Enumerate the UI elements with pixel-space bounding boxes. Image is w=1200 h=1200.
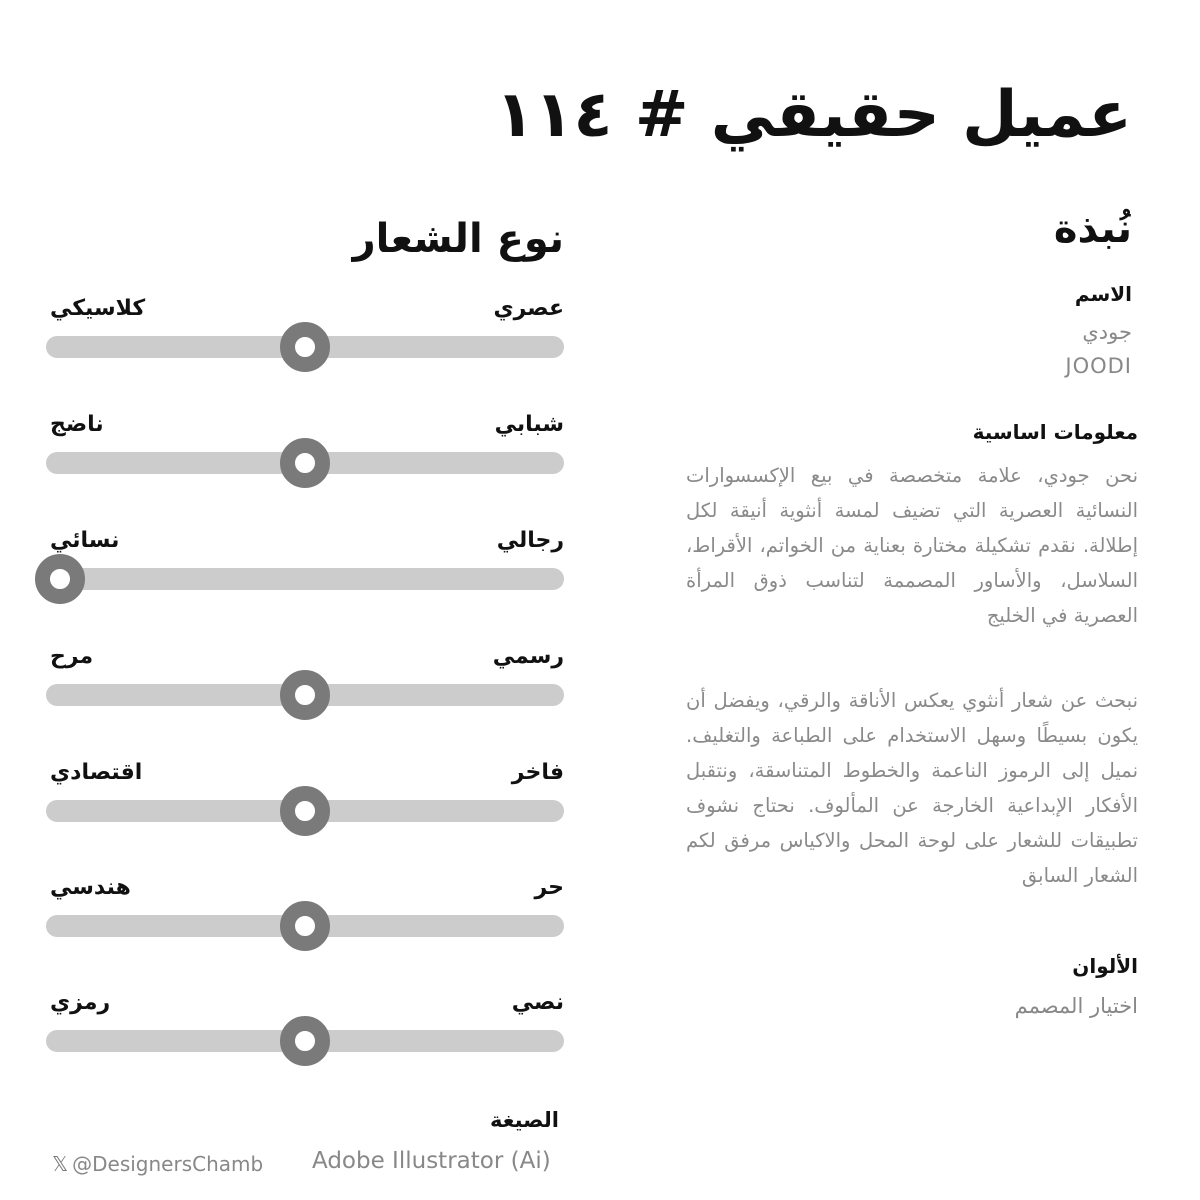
format-label: الصيغة (490, 1108, 559, 1132)
slider-knob[interactable] (280, 438, 330, 488)
name-arabic: جودي (1082, 320, 1132, 344)
slider-track[interactable] (46, 1030, 564, 1052)
colors-label: الألوان (1072, 954, 1138, 978)
name-label: الاسم (1074, 282, 1132, 306)
slider-knob[interactable] (280, 901, 330, 951)
page-title: عميل حقيقي # ١١٤ (495, 78, 1132, 152)
logo-type-heading: نوع الشعار (352, 216, 564, 262)
slider-left-label: مرح (50, 644, 94, 669)
slider-knob[interactable] (280, 1016, 330, 1066)
slider-right-label: رجالي (496, 528, 564, 553)
slider-track[interactable] (46, 915, 564, 937)
slider-knob[interactable] (280, 786, 330, 836)
slider-right-label: رسمي (492, 644, 564, 669)
slider-track[interactable] (46, 336, 564, 358)
slider-right-label: فاخر (511, 760, 564, 785)
x-logo-icon: 𝕏 (52, 1152, 69, 1176)
format-value: Adobe Illustrator (Ai) (312, 1148, 551, 1174)
handle-text: @DesignersChamb (72, 1152, 264, 1176)
slider-left-label: هندسي (50, 875, 131, 900)
slider-left-label: ناضج (50, 412, 104, 437)
slider-knob[interactable] (35, 554, 85, 604)
slider-track[interactable] (46, 684, 564, 706)
slider-left-label: كلاسيكي (50, 296, 146, 321)
slider-track[interactable] (46, 800, 564, 822)
info-paragraph-1: نحن جودي، علامة متخصصة في بيع الإكسسوارات النسائية العصرية التي تضيف لمسة أنثوية أنيقة لكل إطلالة. نقدم تشكيلة مختارة بعناية من الخواتم، الأقراط، السلاسل، والأساور المصممة لتناسب ذوق المرأة العصرية في الخليج (686, 464, 1138, 627)
social-handle[interactable] (52, 1152, 263, 1176)
slider-right-label: عصري (493, 296, 564, 321)
slider-left-label: اقتصادي (50, 760, 143, 785)
slider-track[interactable] (46, 568, 564, 590)
slider-right-label: نصي (511, 990, 564, 1015)
slider-right-label: حر (534, 875, 564, 900)
slider-left-label: نسائي (50, 528, 120, 553)
slider-knob[interactable] (280, 670, 330, 720)
slider-knob[interactable] (280, 322, 330, 372)
slider-right-label: شبابي (494, 412, 564, 437)
slider-left-label: رمزي (50, 990, 111, 1015)
colors-value: اختيار المصمم (1014, 994, 1138, 1018)
info-label: معلومات اساسية (972, 420, 1138, 444)
name-english: JOODI (1065, 354, 1132, 378)
info-paragraph-2: نبحث عن شعار أنثوي يعكس الأناقة والرقي، ويفضل أن يكون بسيطًا وسهل الاستخدام على الطباعة والتغليف. نميل إلى الرموز الناعمة والخطوط المتناسقة، ونتقبل الأفكار الإبداعية الخارجة عن المألوف. نحتاج نشوف تطبيقات للشعار على لوحة المحل والاكياس مرفق لكم الشعار السابق (686, 689, 1138, 887)
slider-track[interactable] (46, 452, 564, 474)
profile-heading: نُبذة (1053, 206, 1132, 252)
